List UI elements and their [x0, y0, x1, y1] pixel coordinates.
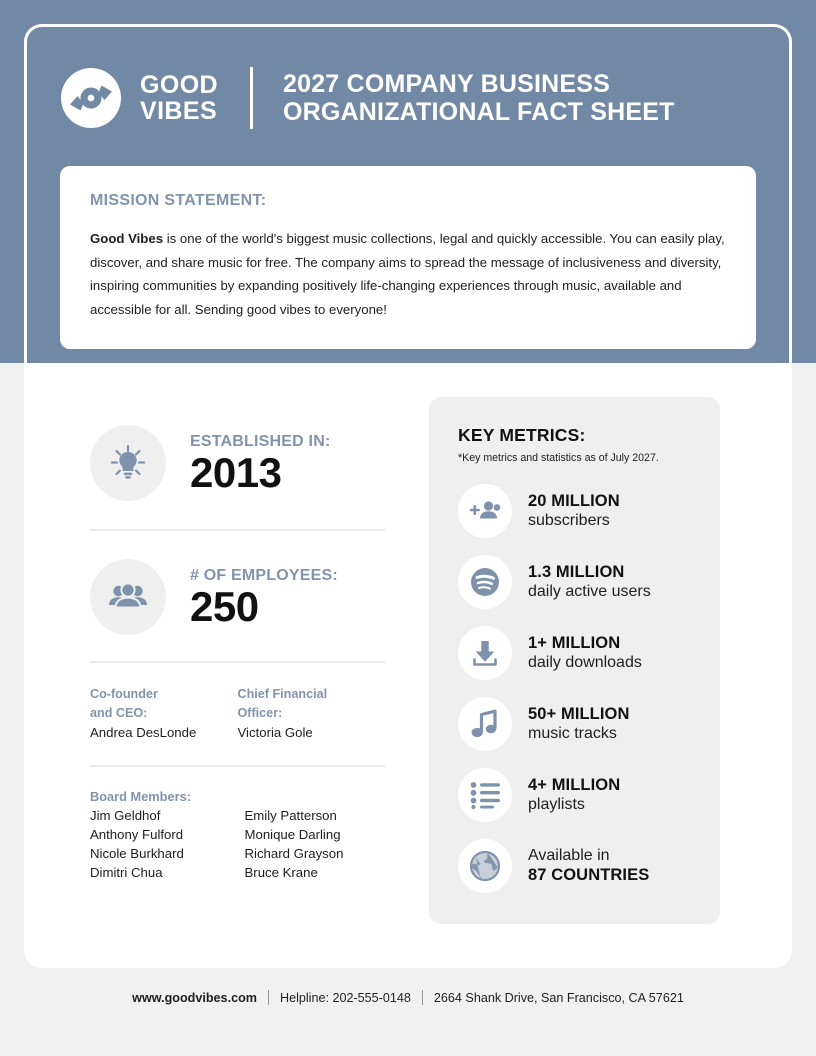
metric-countries-text — [528, 846, 649, 886]
executive-cfo-role-line-2: Officer: — [237, 705, 283, 720]
board-members-label: Board Members: — [90, 788, 191, 804]
metric-daily-active-users-value: 1.3 MILLION — [528, 562, 625, 581]
metric-music-tracks — [458, 688, 720, 759]
download-icon — [458, 626, 512, 680]
stat-employees-text — [190, 567, 338, 628]
stat-established-value: 2013 — [190, 448, 282, 496]
board-column-2 — [238, 806, 386, 883]
title-line-1: 2027 COMPANY BUSINESS — [283, 69, 610, 98]
metric-playlists-label: playlists — [528, 795, 585, 813]
footer-helpline: Helpline: 202-555-0148 — [279, 990, 411, 1005]
footer-separator — [268, 990, 269, 1005]
divider-3 — [90, 765, 385, 767]
brand-divider — [250, 67, 253, 129]
metric-daily-active-users-label: daily active users — [528, 582, 651, 600]
brand-line-2: VIBES — [140, 97, 218, 125]
metric-daily-active-users-text — [528, 562, 651, 602]
metric-subscribers-text — [528, 491, 620, 531]
executive-cfo — [238, 685, 386, 743]
executive-ceo-role-line-1: Co-founder — [90, 687, 158, 701]
music-note-icon — [458, 697, 512, 751]
mission-company-name: Good Vibes — [90, 231, 164, 246]
footer — [0, 990, 816, 1005]
metric-playlists-text — [528, 775, 620, 815]
stat-employees-label: # OF EMPLOYEES: — [190, 566, 338, 584]
brand-row — [60, 62, 756, 134]
executive-cfo-role-line-1: Chief Financial — [237, 687, 328, 701]
metric-countries — [458, 830, 720, 901]
mission-text: is one of the world's biggest music collections, legal and quickly accessible. You can easily play, discover, and share music for free. The company aims to spread the message of inclusiveness and diversity, inspiring communities by expanding positively life-changing experiences through music, available and accessible for all. Sending good vibes to everyone! — [90, 231, 725, 317]
metric-subscribers-label: subscribers — [528, 511, 610, 529]
executive-ceo-name: Andrea DesLonde — [90, 724, 197, 740]
metric-daily-downloads-text — [528, 633, 642, 673]
metric-music-tracks-text — [528, 704, 630, 744]
metric-subscribers — [458, 475, 720, 546]
left-column — [90, 421, 385, 882]
add-user-icon — [458, 484, 512, 538]
footer-separator — [422, 990, 423, 1005]
executive-ceo — [90, 685, 238, 743]
metric-subscribers-value: 20 MILLION — [528, 491, 620, 510]
metric-playlists — [458, 759, 720, 830]
divider-1 — [90, 529, 385, 531]
footer-website[interactable]: www.goodvibes.com — [132, 990, 257, 1005]
board-member: Bruce Krane — [244, 865, 318, 881]
stat-established-text — [190, 433, 330, 494]
list-icon — [458, 768, 512, 822]
board-member: Richard Grayson — [244, 846, 344, 862]
lightbulb-icon — [90, 425, 166, 501]
page-title — [283, 70, 675, 127]
metric-music-tracks-value: 50+ MILLION — [528, 704, 630, 723]
metric-daily-downloads-value: 1+ MILLION — [528, 633, 621, 652]
stat-employees-value: 250 — [190, 582, 259, 630]
brand-name — [140, 72, 218, 125]
key-metrics-heading: KEY METRICS: — [458, 425, 586, 445]
metric-countries-value: 87 COUNTRIES — [528, 866, 650, 885]
metric-daily-downloads — [458, 617, 720, 688]
board-member: Anthony Fulford — [90, 826, 184, 842]
globe-icon — [458, 839, 512, 893]
board-members-section — [90, 789, 385, 883]
executive-ceo-role — [90, 685, 238, 723]
title-line-2: ORGANIZATIONAL FACT SHEET — [283, 98, 675, 126]
board-column-1 — [90, 806, 238, 883]
key-metrics-note: *Key metrics and statistics as of July 2027. — [458, 452, 659, 464]
board-member: Nicole Burkhard — [90, 846, 184, 862]
stat-established-label: ESTABLISHED IN: — [190, 432, 331, 450]
mission-heading: MISSION STATEMENT: — [90, 192, 267, 209]
board-members-grid — [90, 806, 385, 883]
metric-playlists-value: 4+ MILLION — [528, 775, 621, 794]
executives-list — [90, 685, 385, 743]
executive-ceo-role-line-2: and CEO: — [90, 705, 148, 720]
vinyl-record-icon — [60, 67, 122, 129]
executive-cfo-role — [238, 685, 386, 723]
spotify-waves-icon — [458, 555, 512, 609]
board-member: Jim Geldhof — [90, 807, 161, 823]
mission-statement-card — [60, 166, 756, 349]
metric-daily-downloads-label: daily downloads — [528, 653, 642, 671]
key-metrics-panel — [429, 397, 720, 924]
metric-countries-label: Available in — [528, 846, 610, 864]
stat-established — [90, 421, 385, 505]
board-member: Dimitri Chua — [90, 865, 163, 881]
executive-cfo-name: Victoria Gole — [237, 724, 313, 740]
mission-body — [90, 227, 726, 321]
footer-address: 2664 Shank Drive, San Francisco, CA 57621 — [433, 990, 684, 1005]
board-member: Emily Patterson — [244, 807, 337, 823]
metric-music-tracks-label: music tracks — [528, 724, 617, 742]
divider-2 — [90, 661, 385, 663]
brand-line-1: GOOD — [140, 70, 218, 99]
metric-daily-active-users — [458, 546, 720, 617]
board-member: Monique Darling — [244, 826, 341, 842]
people-group-icon — [90, 559, 166, 635]
stat-employees — [90, 555, 385, 639]
